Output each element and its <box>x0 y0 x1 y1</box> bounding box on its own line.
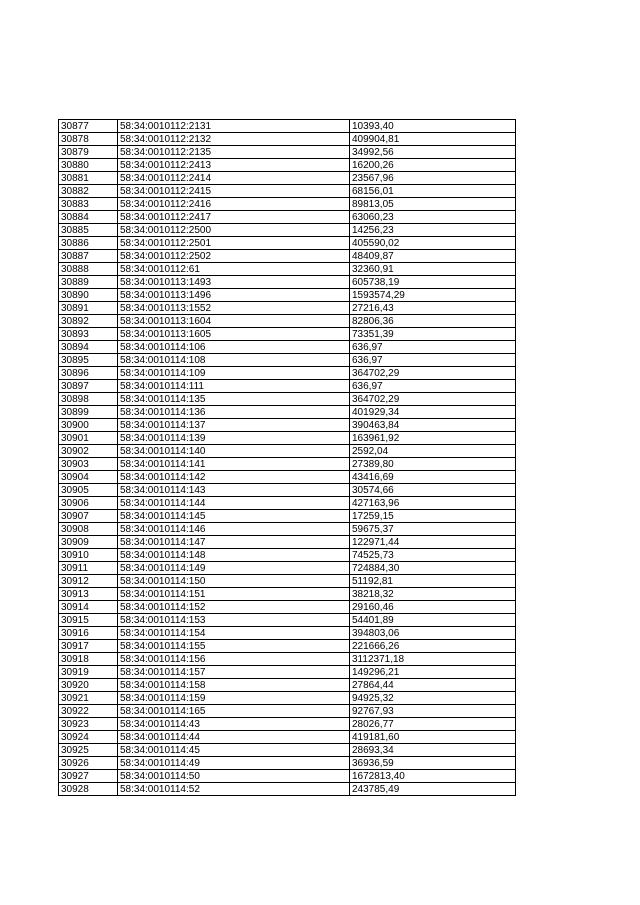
value-cell: 34992,56 <box>350 146 516 159</box>
table-row <box>59 289 516 302</box>
row-number-cell: 30914 <box>59 601 118 614</box>
table-row <box>59 653 516 666</box>
value-cell: 409904,81 <box>350 133 516 146</box>
table-row <box>59 432 516 445</box>
table-row <box>59 445 516 458</box>
value-cell: 364702,29 <box>350 367 516 380</box>
row-number-cell: 30907 <box>59 510 118 523</box>
value-cell: 122971,44 <box>350 536 516 549</box>
value-cell: 14256,23 <box>350 224 516 237</box>
table-row <box>59 536 516 549</box>
value-cell: 163961,92 <box>350 432 516 445</box>
row-number-cell: 30920 <box>59 679 118 692</box>
table-row <box>59 588 516 601</box>
table-row <box>59 484 516 497</box>
row-number-cell: 30893 <box>59 328 118 341</box>
row-number-cell: 30924 <box>59 731 118 744</box>
value-cell: 1672813,40 <box>350 770 516 783</box>
cadastral-number-cell: 58:34:0010112:2500 <box>118 224 350 237</box>
table-row <box>59 601 516 614</box>
row-number-cell: 30881 <box>59 172 118 185</box>
table-row <box>59 237 516 250</box>
row-number-cell: 30895 <box>59 354 118 367</box>
row-number-cell: 30901 <box>59 432 118 445</box>
table-row <box>59 692 516 705</box>
row-number-cell: 30878 <box>59 133 118 146</box>
cadastral-number-cell: 58:34:0010114:108 <box>118 354 350 367</box>
row-number-cell: 30906 <box>59 497 118 510</box>
cadastral-number-cell: 58:34:0010113:1496 <box>118 289 350 302</box>
cadastral-number-cell: 58:34:0010113:1605 <box>118 328 350 341</box>
value-cell: 724884,30 <box>350 562 516 575</box>
table-row <box>59 731 516 744</box>
table-row <box>59 523 516 536</box>
table-row <box>59 276 516 289</box>
cadastral-number-cell: 58:34:0010114:137 <box>118 419 350 432</box>
value-cell: 82806,36 <box>350 315 516 328</box>
table-row <box>59 614 516 627</box>
cadastral-number-cell: 58:34:0010114:156 <box>118 653 350 666</box>
cadastral-number-cell: 58:34:0010112:2132 <box>118 133 350 146</box>
row-number-cell: 30913 <box>59 588 118 601</box>
row-number-cell: 30911 <box>59 562 118 575</box>
cadastral-number-cell: 58:34:0010114:157 <box>118 666 350 679</box>
row-number-cell: 30919 <box>59 666 118 679</box>
cadastral-number-cell: 58:34:0010113:1552 <box>118 302 350 315</box>
cadastral-number-cell: 58:34:0010112:2502 <box>118 250 350 263</box>
row-number-cell: 30927 <box>59 770 118 783</box>
table-row <box>59 718 516 731</box>
cadastral-number-cell: 58:34:0010114:52 <box>118 783 350 796</box>
row-number-cell: 30879 <box>59 146 118 159</box>
value-cell: 17259,15 <box>350 510 516 523</box>
value-cell: 28026,77 <box>350 718 516 731</box>
table-body <box>59 120 516 796</box>
table-row <box>59 263 516 276</box>
value-cell: 38218,32 <box>350 588 516 601</box>
cadastral-number-cell: 58:34:0010114:153 <box>118 614 350 627</box>
value-cell: 30574,66 <box>350 484 516 497</box>
cadastral-number-cell: 58:34:0010114:135 <box>118 393 350 406</box>
table-row <box>59 354 516 367</box>
cadastral-number-cell: 58:34:0010112:2417 <box>118 211 350 224</box>
table-row <box>59 315 516 328</box>
value-cell: 27216,43 <box>350 302 516 315</box>
cadastral-number-cell: 58:34:0010114:49 <box>118 757 350 770</box>
value-cell: 10393,40 <box>350 120 516 133</box>
cadastral-number-cell: 58:34:0010113:1493 <box>118 276 350 289</box>
value-cell: 405590,02 <box>350 237 516 250</box>
value-cell: 36936,59 <box>350 757 516 770</box>
table-row <box>59 211 516 224</box>
cadastral-number-cell: 58:34:0010114:143 <box>118 484 350 497</box>
table-row <box>59 341 516 354</box>
row-number-cell: 30880 <box>59 159 118 172</box>
table-row <box>59 419 516 432</box>
cadastral-number-cell: 58:34:0010114:142 <box>118 471 350 484</box>
row-number-cell: 30898 <box>59 393 118 406</box>
value-cell: 51192,81 <box>350 575 516 588</box>
table-row <box>59 744 516 757</box>
cadastral-number-cell: 58:34:0010112:61 <box>118 263 350 276</box>
cadastral-number-cell: 58:34:0010114:152 <box>118 601 350 614</box>
value-cell: 48409,87 <box>350 250 516 263</box>
value-cell: 401929,34 <box>350 406 516 419</box>
cadastral-number-cell: 58:34:0010114:150 <box>118 575 350 588</box>
value-cell: 89813,05 <box>350 198 516 211</box>
cadastral-number-cell: 58:34:0010114:145 <box>118 510 350 523</box>
value-cell: 29160,46 <box>350 601 516 614</box>
cadastral-number-cell: 58:34:0010114:158 <box>118 679 350 692</box>
value-cell: 221666,26 <box>350 640 516 653</box>
row-number-cell: 30905 <box>59 484 118 497</box>
value-cell: 3112371,18 <box>350 653 516 666</box>
table-row <box>59 224 516 237</box>
value-cell: 16200,26 <box>350 159 516 172</box>
row-number-cell: 30908 <box>59 523 118 536</box>
cadastral-value-table <box>58 119 516 796</box>
row-number-cell: 30888 <box>59 263 118 276</box>
value-cell: 394803,06 <box>350 627 516 640</box>
row-number-cell: 30885 <box>59 224 118 237</box>
row-number-cell: 30891 <box>59 302 118 315</box>
value-cell: 54401,89 <box>350 614 516 627</box>
row-number-cell: 30928 <box>59 783 118 796</box>
table-row <box>59 783 516 796</box>
row-number-cell: 30902 <box>59 445 118 458</box>
table-row <box>59 406 516 419</box>
table-row <box>59 185 516 198</box>
cadastral-number-cell: 58:34:0010114:109 <box>118 367 350 380</box>
table-row <box>59 146 516 159</box>
value-cell: 28693,34 <box>350 744 516 757</box>
row-number-cell: 30912 <box>59 575 118 588</box>
value-cell: 243785,49 <box>350 783 516 796</box>
row-number-cell: 30886 <box>59 237 118 250</box>
cadastral-number-cell: 58:34:0010114:139 <box>118 432 350 445</box>
row-number-cell: 30903 <box>59 458 118 471</box>
value-cell: 73351,39 <box>350 328 516 341</box>
table-row <box>59 627 516 640</box>
row-number-cell: 30883 <box>59 198 118 211</box>
row-number-cell: 30918 <box>59 653 118 666</box>
table-row <box>59 367 516 380</box>
cadastral-number-cell: 58:34:0010114:154 <box>118 627 350 640</box>
table-row <box>59 510 516 523</box>
row-number-cell: 30889 <box>59 276 118 289</box>
table-row <box>59 328 516 341</box>
row-number-cell: 30917 <box>59 640 118 653</box>
value-cell: 63060,23 <box>350 211 516 224</box>
cadastral-number-cell: 58:34:0010114:149 <box>118 562 350 575</box>
value-cell: 427163,96 <box>350 497 516 510</box>
value-cell: 419181,60 <box>350 731 516 744</box>
table-row <box>59 393 516 406</box>
cadastral-number-cell: 58:34:0010114:50 <box>118 770 350 783</box>
cadastral-number-cell: 58:34:0010114:140 <box>118 445 350 458</box>
row-number-cell: 30916 <box>59 627 118 640</box>
row-number-cell: 30877 <box>59 120 118 133</box>
cadastral-number-cell: 58:34:0010112:2501 <box>118 237 350 250</box>
table-row <box>59 549 516 562</box>
value-cell: 27389,80 <box>350 458 516 471</box>
row-number-cell: 30890 <box>59 289 118 302</box>
table-row <box>59 198 516 211</box>
cadastral-number-cell: 58:34:0010114:155 <box>118 640 350 653</box>
table-row <box>59 640 516 653</box>
cadastral-number-cell: 58:34:0010112:2131 <box>118 120 350 133</box>
value-cell: 2592,04 <box>350 445 516 458</box>
row-number-cell: 30921 <box>59 692 118 705</box>
value-cell: 364702,29 <box>350 393 516 406</box>
row-number-cell: 30897 <box>59 380 118 393</box>
cadastral-number-cell: 58:34:0010114:144 <box>118 497 350 510</box>
row-number-cell: 30923 <box>59 718 118 731</box>
cadastral-number-cell: 58:34:0010114:148 <box>118 549 350 562</box>
row-number-cell: 30925 <box>59 744 118 757</box>
cadastral-number-cell: 58:34:0010114:136 <box>118 406 350 419</box>
value-cell: 23567,96 <box>350 172 516 185</box>
table-row <box>59 458 516 471</box>
cadastral-number-cell: 58:34:0010114:146 <box>118 523 350 536</box>
row-number-cell: 30884 <box>59 211 118 224</box>
value-cell: 636,97 <box>350 354 516 367</box>
value-cell: 74525,73 <box>350 549 516 562</box>
cadastral-number-cell: 58:34:0010114:147 <box>118 536 350 549</box>
cadastral-number-cell: 58:34:0010114:43 <box>118 718 350 731</box>
value-cell: 94925,32 <box>350 692 516 705</box>
cadastral-number-cell: 58:34:0010114:159 <box>118 692 350 705</box>
table-row <box>59 471 516 484</box>
cadastral-number-cell: 58:34:0010114:106 <box>118 341 350 354</box>
cadastral-number-cell: 58:34:0010114:111 <box>118 380 350 393</box>
value-cell: 1593574,29 <box>350 289 516 302</box>
table-row <box>59 757 516 770</box>
value-cell: 390463,84 <box>350 419 516 432</box>
table-row <box>59 302 516 315</box>
value-cell: 59675,37 <box>350 523 516 536</box>
cadastral-number-cell: 58:34:0010112:2416 <box>118 198 350 211</box>
cadastral-number-cell: 58:34:0010112:2135 <box>118 146 350 159</box>
cadastral-number-cell: 58:34:0010112:2415 <box>118 185 350 198</box>
value-cell: 92767,93 <box>350 705 516 718</box>
table-row <box>59 250 516 263</box>
row-number-cell: 30909 <box>59 536 118 549</box>
table-row <box>59 172 516 185</box>
value-cell: 43416,69 <box>350 471 516 484</box>
table-row <box>59 575 516 588</box>
row-number-cell: 30882 <box>59 185 118 198</box>
table-row <box>59 380 516 393</box>
value-cell: 605738,19 <box>350 276 516 289</box>
value-cell: 32360,91 <box>350 263 516 276</box>
cadastral-number-cell: 58:34:0010114:141 <box>118 458 350 471</box>
cadastral-number-cell: 58:34:0010112:2414 <box>118 172 350 185</box>
table-row <box>59 679 516 692</box>
row-number-cell: 30899 <box>59 406 118 419</box>
row-number-cell: 30892 <box>59 315 118 328</box>
row-number-cell: 30900 <box>59 419 118 432</box>
table-row <box>59 497 516 510</box>
row-number-cell: 30910 <box>59 549 118 562</box>
row-number-cell: 30887 <box>59 250 118 263</box>
value-cell: 636,97 <box>350 380 516 393</box>
row-number-cell: 30915 <box>59 614 118 627</box>
row-number-cell: 30894 <box>59 341 118 354</box>
row-number-cell: 30926 <box>59 757 118 770</box>
value-cell: 27864,44 <box>350 679 516 692</box>
value-cell: 636,97 <box>350 341 516 354</box>
table-row <box>59 705 516 718</box>
cadastral-number-cell: 58:34:0010112:2413 <box>118 159 350 172</box>
cadastral-number-cell: 58:34:0010114:151 <box>118 588 350 601</box>
cadastral-number-cell: 58:34:0010114:44 <box>118 731 350 744</box>
table-row <box>59 159 516 172</box>
table-row <box>59 562 516 575</box>
value-cell: 68156,01 <box>350 185 516 198</box>
row-number-cell: 30896 <box>59 367 118 380</box>
table-row <box>59 770 516 783</box>
table-row <box>59 133 516 146</box>
cadastral-number-cell: 58:34:0010114:165 <box>118 705 350 718</box>
row-number-cell: 30922 <box>59 705 118 718</box>
cadastral-number-cell: 58:34:0010114:45 <box>118 744 350 757</box>
cadastral-number-cell: 58:34:0010113:1604 <box>118 315 350 328</box>
value-cell: 149296,21 <box>350 666 516 679</box>
table-row <box>59 120 516 133</box>
row-number-cell: 30904 <box>59 471 118 484</box>
table-row <box>59 666 516 679</box>
